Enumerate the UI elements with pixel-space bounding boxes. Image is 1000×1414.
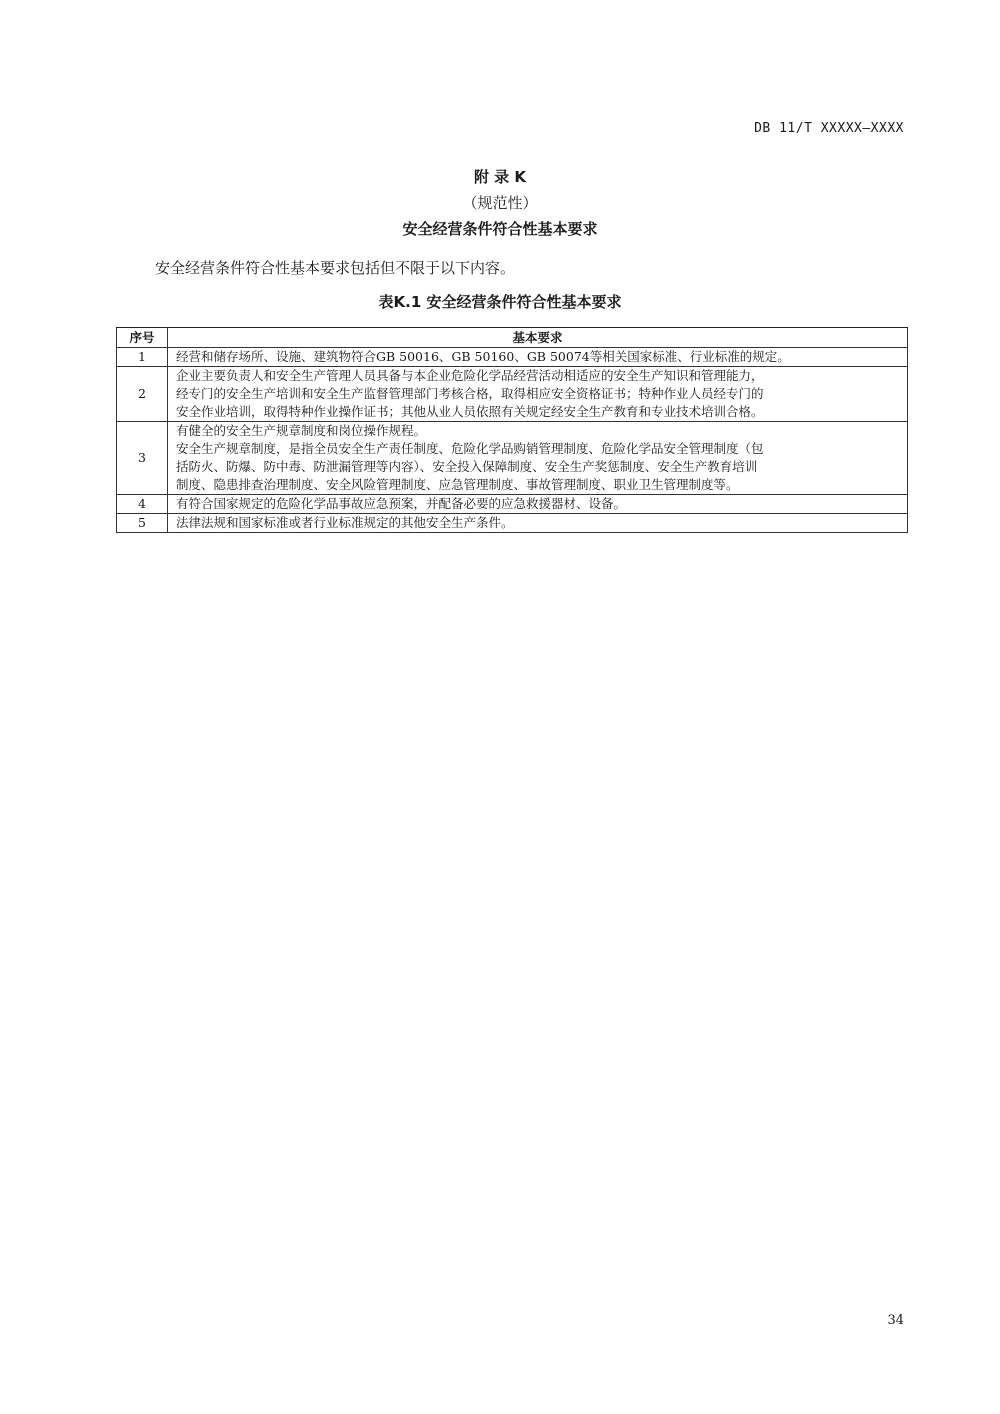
table-row [117, 348, 908, 367]
row-number: 5 [117, 514, 168, 533]
row-requirement [168, 367, 908, 422]
table-row [117, 495, 908, 514]
header-requirement: 基本要求 [168, 328, 908, 348]
table-caption: 表K.1 安全经营条件符合性基本要求 [378, 293, 622, 311]
requirement-line: 法律法规和国家标准或者行业标准规定的其他安全生产条件。 [176, 515, 514, 530]
requirements-table [116, 327, 908, 533]
requirement-line: 制度、隐患排查治理制度、安全风险管理制度、应急管理制度、事故管理制度、职业卫生管理制度等。 [176, 477, 739, 492]
row-number: 3 [117, 422, 168, 495]
requirement-line: 括防火、防爆、防中毒、防泄漏管理等内容）、安全投入保障制度、安全生产奖惩制度、安全生产教育培训 [176, 459, 758, 474]
header-no: 序号 [117, 328, 168, 348]
requirement-line: 经专门的安全生产培训和安全生产监督管理部门考核合格，取得相应安全资格证书；特种作业人员经专门的 [176, 386, 764, 401]
table-row [117, 367, 908, 422]
requirement-line: 安全作业培训，取得特种作业操作证书；其他从业人员依照有关规定经安全生产教育和专业技术培训合格。 [176, 404, 764, 419]
requirement-line: 企业主要负责人和安全生产管理人员具备与本企业危险化学品经营活动相适应的安全生产知识和管理能力， [176, 368, 764, 383]
annex-title: 附 录 K [473, 168, 527, 186]
row-number: 1 [117, 348, 168, 367]
row-requirement [168, 348, 908, 367]
table-row [117, 514, 908, 533]
document-code: DB 11/T XXXXX—XXXX [754, 121, 904, 136]
page-number: 34 [887, 1313, 904, 1328]
row-requirement [168, 514, 908, 533]
requirement-line: 经营和储存场所、设施、建筑物符合GB 50016、GB 50160、GB 50074等相关国家标准、行业标准的规定。 [176, 349, 790, 364]
row-number: 4 [117, 495, 168, 514]
requirement-line: 安全生产规章制度，是指全员安全生产责任制度、危险化学品购销管理制度、危险化学品安全管理制度（包 [176, 441, 764, 456]
annex-type: （规范性） [462, 194, 538, 212]
intro-paragraph: 安全经营条件符合性基本要求包括但不限于以下内容。 [155, 259, 516, 277]
row-requirement [168, 422, 908, 495]
requirement-line: 有符合国家规定的危险化学品事故应急预案，并配备必要的应急救援器材、设备。 [176, 496, 627, 511]
annex-name: 安全经营条件符合性基本要求 [402, 220, 598, 238]
table-row [117, 422, 908, 495]
requirement-line: 有健全的安全生产规章制度和岗位操作规程。 [176, 423, 427, 438]
table-header-row [117, 328, 908, 348]
row-requirement [168, 495, 908, 514]
row-number: 2 [117, 367, 168, 422]
